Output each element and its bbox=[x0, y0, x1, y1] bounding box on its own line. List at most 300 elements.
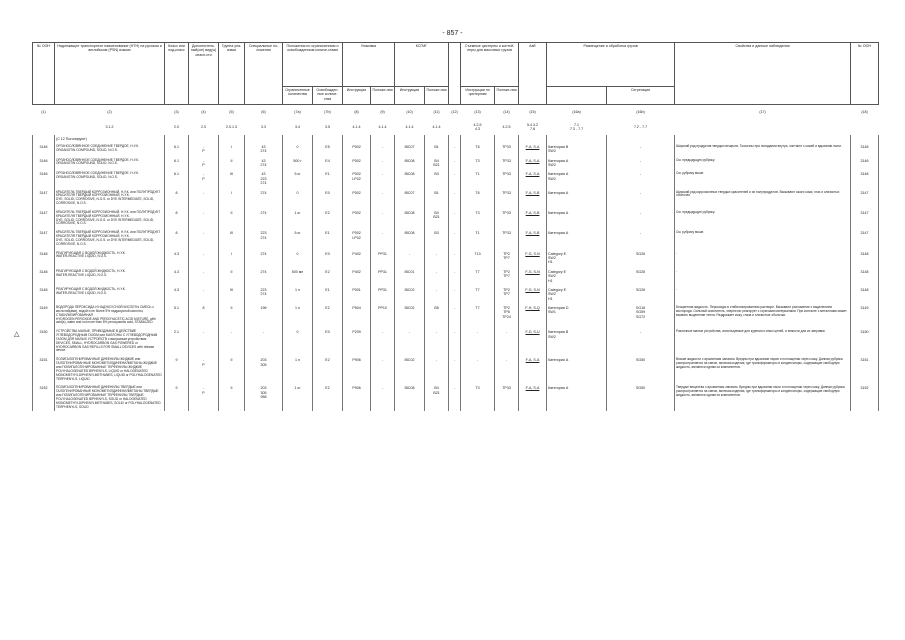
special-provisions: 274 bbox=[245, 208, 283, 228]
un-number: 3146 bbox=[33, 156, 55, 170]
column-code-18 bbox=[675, 120, 851, 135]
segregation: - bbox=[607, 228, 675, 248]
excepted-quantity: E0 bbox=[313, 188, 343, 208]
page-number: - 857 - bbox=[442, 30, 463, 37]
properties: - bbox=[675, 267, 851, 285]
packing-group: II bbox=[219, 208, 245, 228]
col12: - bbox=[449, 142, 461, 156]
special-provisions: 274 bbox=[245, 267, 283, 285]
ems: F-A, S-B bbox=[519, 208, 547, 228]
segregation: - bbox=[607, 327, 675, 355]
special-provisions: 203 305 958 bbox=[245, 383, 283, 411]
tank-provision: TP33 bbox=[495, 169, 519, 187]
header-ibc-instructions: Инструкции bbox=[395, 87, 425, 105]
header-properties: Свойства и данные наблюдения bbox=[675, 43, 851, 105]
un-number: 3147 bbox=[33, 188, 55, 208]
ems: F-A, S-A bbox=[519, 169, 547, 187]
packing-instruction: P209 bbox=[343, 327, 371, 355]
col12: - bbox=[449, 327, 461, 355]
tank-provision: TP33 bbox=[495, 228, 519, 248]
tank-instruction: T7 bbox=[461, 267, 495, 285]
packing-group: III bbox=[219, 228, 245, 248]
segregation: SG26 bbox=[607, 267, 675, 285]
dangerous-goods-table bbox=[32, 42, 879, 411]
properties: Вязкие жидкости с ароматным запахом. Вредны при вдыхании паров и поглощении через кожу. Данная рубрика распространяется на смеси, включая изделия, где трансформаторы и конденсаторы, содержащие свободную жидкость, являются одним из компонентов. bbox=[675, 355, 851, 383]
column-code-3: 2.0 bbox=[201, 124, 206, 129]
properties: Бесцветная жидкость. Пероксиды в стабилизированном растворе. Вызывают разложение с выделением кислорода. Сильный окислитель, энергично реагирует с горючими материалами. При контакте с металлами может вызвать выделение тепла. Раздражает кожу, глаза и слизистые оболочки. bbox=[675, 303, 851, 327]
segregation: SG26 bbox=[607, 249, 675, 267]
table-row bbox=[33, 267, 879, 285]
tank-provision: TP33 bbox=[495, 188, 519, 208]
table-row bbox=[33, 303, 879, 327]
limited-quantity: 5 кг bbox=[283, 169, 313, 187]
un-number-right: 3147 bbox=[851, 188, 879, 208]
un-number: 3148 bbox=[33, 249, 55, 267]
packing-instruction: P002 LP02 bbox=[343, 228, 371, 248]
col12: - bbox=[449, 355, 461, 383]
packing-provision: - bbox=[371, 142, 395, 156]
packing-provision: PP31 bbox=[371, 285, 395, 303]
column-number-14: (14) bbox=[503, 110, 510, 115]
packing-provision: - bbox=[371, 327, 395, 355]
excepted-quantity: E2 bbox=[313, 208, 343, 228]
table-row bbox=[33, 249, 879, 267]
col12: - bbox=[449, 156, 461, 170]
ems: F-G, S-N bbox=[519, 249, 547, 267]
packing-provision: - bbox=[371, 188, 395, 208]
header-segregation: Сегрегация bbox=[607, 87, 675, 105]
shipping-name: ОРГАНООЛОВЯННОЕ СОЕДИНЕНИЕ ТВЕРДОЕ, Н.У.К. ORGANOTIN COMPOUND, SOLID, N.O.S. bbox=[55, 156, 165, 170]
segregation: SG26 bbox=[607, 285, 675, 303]
un-number: 3151 bbox=[33, 355, 55, 383]
subsidiary-hazard: - P bbox=[189, 355, 219, 383]
special-provisions: 203 305 bbox=[245, 355, 283, 383]
column-number-15: (15) bbox=[529, 110, 536, 115]
table-row bbox=[33, 327, 879, 355]
limited-quantity: 0 bbox=[283, 142, 313, 156]
tank-instruction: T6 bbox=[461, 142, 495, 156]
ibc-provision: - bbox=[425, 355, 449, 383]
packing-instruction: P402 bbox=[343, 249, 371, 267]
column-number-8: (8) bbox=[354, 110, 359, 115]
stowage: Category E SW2 H1 bbox=[547, 267, 607, 285]
header-ibc-provisions: Положе-ния bbox=[425, 87, 449, 105]
special-provisions: 196 bbox=[245, 303, 283, 327]
stowage: Категория A bbox=[547, 228, 607, 248]
header-limited-quantities: Ограниченные количества bbox=[283, 87, 313, 105]
column-number-11: (11) bbox=[433, 110, 440, 115]
header-excepted-quantities: Освобожден-ные количе-ства bbox=[313, 87, 343, 105]
un-number: 3148 bbox=[33, 267, 55, 285]
class: 2.1 bbox=[165, 327, 189, 355]
packing-instruction: P504 bbox=[343, 303, 371, 327]
column-code-10: 4.1.4 bbox=[405, 124, 414, 129]
shipping-name: РЕАГИРУЮЩАЯ С ВОДОЙ ЖИДКОСТЬ, Н.У.К. WATER-REACTIVE LIQUID, N.O.S. bbox=[55, 267, 165, 285]
tank-provision: TP33 bbox=[495, 156, 519, 170]
col12: - bbox=[449, 249, 461, 267]
header-ems: АвЕ bbox=[519, 43, 547, 105]
col12: - bbox=[449, 303, 461, 327]
column-code-14: 4.2.5 bbox=[502, 124, 511, 129]
header-packing-group: Группа упа-ковки bbox=[219, 43, 245, 105]
table-row bbox=[33, 208, 879, 228]
limited-quantity: 5 кг bbox=[283, 228, 313, 248]
tank-provision: TP2 TP7 bbox=[495, 267, 519, 285]
properties: - bbox=[675, 285, 851, 303]
properties: См. рубрику выше. bbox=[675, 169, 851, 187]
stowage: Категория A SW2 bbox=[547, 169, 607, 187]
un-number: 3150 bbox=[33, 327, 55, 355]
stowage: Category E SW2 H1 bbox=[547, 285, 607, 303]
un-number-right: 3148 bbox=[851, 249, 879, 267]
excepted-quantity: E2 bbox=[313, 383, 343, 411]
properties: Различные малые устройства, используемые для курения и иных целей, и емкости для их заправки. bbox=[675, 327, 851, 355]
stowage: Категория A bbox=[547, 208, 607, 228]
column-code-13: 4.2.5 4.3 bbox=[473, 122, 482, 131]
header-ibc-group: КСГМГ bbox=[395, 43, 449, 87]
header-stowage-handling bbox=[547, 87, 607, 105]
subsidiary-hazard: - P bbox=[189, 156, 219, 170]
packing-group: II bbox=[219, 355, 245, 383]
header-limited-quantities-group: Положения по ограниченным и освобожденным количе-ствам bbox=[283, 43, 343, 87]
shipping-name: УСТРОЙСТВА МАЛЫЕ, ПРИВОДИМЫЕ В ДЕЙСТВИЕ УГЛЕВОДОРОДНЫМ ГАЗОМ или БАЛЛОНЫ С УГЛЕВОДОРОДНЫМ ГАЗОМ ДЛЯ МАЛЫХ УСТРОЙСТВ с выпускным устройством DEVICES, SMALL, HYDROCARBON GAS POWERED or HYDROCARBON GAS REFILLS FOR SMALL DEVICES with release device bbox=[55, 327, 165, 355]
special-provisions: 43 274 bbox=[245, 156, 283, 170]
limited-quantity: 1 л bbox=[283, 303, 313, 327]
limited-quantity: 500 г bbox=[283, 156, 313, 170]
tank-provision: TP33 bbox=[495, 208, 519, 228]
segregation: SG50 bbox=[607, 355, 675, 383]
ibc-instruction: IBC08 bbox=[395, 228, 425, 248]
packing-instruction: P001 bbox=[343, 285, 371, 303]
stowage: Категория A SW2 bbox=[547, 156, 607, 170]
header-stowage-group: Размещение и обработка грузов bbox=[547, 43, 675, 87]
table-row bbox=[33, 142, 879, 156]
ibc-provision: B4 B21 bbox=[425, 383, 449, 411]
ibc-instruction: IBC02 bbox=[395, 355, 425, 383]
column-code-17: 7.2 - 7.7 bbox=[633, 124, 648, 129]
section-spacer bbox=[33, 135, 55, 142]
packing-group: I bbox=[219, 249, 245, 267]
col12: - bbox=[449, 169, 461, 187]
packing-instruction: P906 bbox=[343, 383, 371, 411]
tank-instruction: - bbox=[461, 327, 495, 355]
tank-provision: TP33 bbox=[495, 383, 519, 411]
column-number-9: (9) bbox=[380, 110, 385, 115]
column-code-8: 4.1.4 bbox=[352, 124, 361, 129]
column-code-1: 3.1.2 bbox=[105, 124, 114, 129]
tank-instruction: T7 bbox=[461, 303, 495, 327]
segregation: - bbox=[607, 208, 675, 228]
un-number-right: 3146 bbox=[851, 156, 879, 170]
shipping-name: ОРГАНООЛОВЯННОЕ СОЕДИНЕНИЕ ТВЕРДОЕ, Н.У.К. ORGANOTIN COMPOUND, SOLID, N.O.S. bbox=[55, 142, 165, 156]
header-un-number: № ООН bbox=[33, 43, 55, 105]
tank-instruction: T1 bbox=[461, 228, 495, 248]
tank-instruction: - bbox=[461, 355, 495, 383]
properties: См. рубрику выше. bbox=[675, 228, 851, 248]
col12: - bbox=[449, 228, 461, 248]
tank-instruction: T3 bbox=[461, 383, 495, 411]
segregation: - bbox=[607, 188, 675, 208]
subsidiary-hazard: - P bbox=[189, 169, 219, 187]
shipping-name: ОРГАНООЛОВЯННОЕ СОЕДИНЕНИЕ ТВЕРДОЕ, Н.У.К. ORGANOTIN COMPOUND, SOLID, N.O.S. bbox=[55, 169, 165, 187]
packing-provision: - bbox=[371, 383, 395, 411]
stowage: Категория A bbox=[547, 188, 607, 208]
subsidiary-hazard: - P bbox=[189, 383, 219, 411]
packing-group: I bbox=[219, 188, 245, 208]
stowage: Category E SW2 H1 bbox=[547, 249, 607, 267]
shipping-name: ПОЛИГАЛОГЕНИРОВАННЫЕ ДИФЕНИЛЫ ТВЕРДЫЕ или ГАЛОГЕНИРОВАННЫЕ МОНОМЕТИЛДИФЕНИЛМЕТАНЫ ТВЕРДЫЕ или ПОЛИГАЛОГЕНИРОВАННЫЕ ТЕРФЕНИЛЫ ТВЕРДЫЕ POLYHALOGENATED BIPHENYLS, SOLID or HALOGENATED MONOMETHYLDIPHENYLMETHANES, SOLID or POLYHALOGENATED TERPHENYLS, SOLID bbox=[55, 383, 165, 411]
ems: F-A, S-A bbox=[519, 156, 547, 170]
tank-instruction: T3 bbox=[461, 208, 495, 228]
column-code-7: 3.5 bbox=[325, 124, 330, 129]
column-number-17: (16b) bbox=[636, 110, 645, 115]
properties: - bbox=[675, 249, 851, 267]
limited-quantity: 500 мл bbox=[283, 267, 313, 285]
packing-provision: - bbox=[371, 156, 395, 170]
column-number-row bbox=[33, 105, 879, 120]
un-number-right: 3152 bbox=[851, 383, 879, 411]
ems: F-H, S-Q bbox=[519, 303, 547, 327]
segregation: SG16 SG59 SG72 bbox=[607, 303, 675, 327]
excepted-quantity: E1 bbox=[313, 285, 343, 303]
column-code-19 bbox=[851, 120, 879, 135]
class: 5.1 bbox=[165, 303, 189, 327]
class: 8 bbox=[165, 188, 189, 208]
packing-instruction: P002 bbox=[343, 188, 371, 208]
packing-group: II bbox=[219, 267, 245, 285]
subsidiary-hazard: 8 bbox=[189, 303, 219, 327]
subsidiary-hazard: - bbox=[189, 327, 219, 355]
ibc-instruction: IBC08 bbox=[395, 383, 425, 411]
tank-instruction: T7 bbox=[461, 285, 495, 303]
ibc-provision: B1 bbox=[425, 142, 449, 156]
excepted-quantity: E4 bbox=[313, 156, 343, 170]
header-empty-col bbox=[449, 43, 461, 105]
packing-instruction: P402 bbox=[343, 267, 371, 285]
packing-group: II bbox=[219, 383, 245, 411]
ibc-instruction: IBC07 bbox=[395, 142, 425, 156]
ems: F-A, S-B bbox=[519, 188, 547, 208]
header-packing-instructions: Инструкции bbox=[343, 87, 371, 105]
column-code-0 bbox=[33, 120, 55, 135]
tank-instruction: T3 bbox=[461, 156, 495, 170]
ibc-provision: - bbox=[425, 327, 449, 355]
limited-quantity: 0 bbox=[283, 249, 313, 267]
tank-instruction: T6 bbox=[461, 188, 495, 208]
packing-instruction: P906 bbox=[343, 355, 371, 383]
limited-quantity: 0 bbox=[283, 188, 313, 208]
excepted-quantity: E5 bbox=[313, 142, 343, 156]
ems: F-D, S-U bbox=[519, 327, 547, 355]
segregation: - bbox=[607, 142, 675, 156]
packing-group: I bbox=[219, 142, 245, 156]
subsidiary-hazard: - bbox=[189, 285, 219, 303]
shipping-name: КРАСИТЕЛЬ ТВЕРДЫЙ КОРРОЗИОННЫЙ, Н.У.К. или ПОЛУПРОДУКТ КРАСИТЕЛЯ ТВЕРДЫЙ КОРРОЗИОННЫЙ, Н.У.К. DYE, SOLID, CORROSIVE, N.O.S. or DYE INTERMEDIATE, SOLID, CORROSIVE, N.O.S. bbox=[55, 228, 165, 248]
ems: F-G, S-N bbox=[519, 285, 547, 303]
column-number-1: (2) bbox=[107, 110, 112, 115]
shipping-name: ВОДОРОДА ПЕРОКСИДА И НАДУКСУСНОЙ КИСЛОТЫ СМЕСЬ с кислотой(ами), водой и не более 5% надуксусной кислоты, СТАБИЛИЗИРОВАННАЯ HYDROGEN PEROXIDE AND PEROXYACETIC ACID MIXTURE, with acid(s), water and not more than 5% peroxyacetic acid, STABILIZED bbox=[55, 303, 165, 327]
special-provisions: - bbox=[245, 327, 283, 355]
packing-provision: - bbox=[371, 169, 395, 187]
special-provisions: 274 bbox=[245, 188, 283, 208]
stowage: Категория В SW2 bbox=[547, 142, 607, 156]
limited-quantity: 0 bbox=[283, 327, 313, 355]
tank-instruction: T13 bbox=[461, 249, 495, 267]
column-number-13: (13) bbox=[474, 110, 481, 115]
properties: См. предыдущую рубрику. bbox=[675, 156, 851, 170]
shipping-name: ПОЛИГАЛОГЕНИРОВАННЫЕ ДИФЕНИЛЫ ЖИДКИЕ или ГАЛОГЕНИРОВАННЫЕ МОНОМЕТИЛДИФЕНИЛМЕТАНЫ ЖИДКИЕ или ПОЛИГАЛОГЕНИРОВАННЫЕ ТЕРФЕНИЛЫ ЖИДКИЕ POLYHALOGENATED BIPHENYLS, LIQUID or HALOGENATED MONOMETHYLDIPHENYLMETHANES, LIQUID or POLYHALOGENATED TERPHENYLS, LIQUID bbox=[55, 355, 165, 383]
tank-provision: - bbox=[495, 355, 519, 383]
ibc-instruction: IBC07 bbox=[395, 188, 425, 208]
header-un-number-right: № ООН bbox=[851, 43, 879, 105]
subsidiary-hazard: - bbox=[189, 208, 219, 228]
un-number-right: 3150 bbox=[851, 327, 879, 355]
un-number-right: 3151 bbox=[851, 355, 879, 383]
header-subsidiary-hazard: Дополнитель-ный(ые) вид(ы) опасн-сти bbox=[189, 43, 219, 105]
limited-quantity: 1 кг bbox=[283, 208, 313, 228]
un-number: 3146 bbox=[33, 142, 55, 156]
column-number-0: (1) bbox=[41, 110, 46, 115]
column-code-15: 5.4.3.2 7.8 bbox=[527, 122, 539, 131]
un-number: 3148 bbox=[33, 285, 55, 303]
table-row bbox=[33, 383, 879, 411]
class: 4.3 bbox=[165, 267, 189, 285]
packing-instruction: P002 LP02 bbox=[343, 169, 371, 187]
class: 8 bbox=[165, 208, 189, 228]
column-code-5: 3.3 bbox=[261, 124, 266, 129]
column-number-2: (3) bbox=[174, 110, 179, 115]
packing-provision: - bbox=[371, 355, 395, 383]
segregation: SG50 bbox=[607, 383, 675, 411]
tank-provision: TP2 TP6 TP24 bbox=[495, 303, 519, 327]
ibc-instruction: IBC08 bbox=[395, 156, 425, 170]
col12: - bbox=[449, 383, 461, 411]
special-provisions: 43 223 274 bbox=[245, 169, 283, 187]
special-provisions: 223 274 bbox=[245, 228, 283, 248]
packing-provision: PP31 bbox=[371, 249, 395, 267]
header-special-provisions: Специальные по-ложения bbox=[245, 43, 283, 105]
un-number: 3149 bbox=[33, 303, 55, 327]
stowage: Категория D SW1 bbox=[547, 303, 607, 327]
ibc-provision: B3 bbox=[425, 228, 449, 248]
table-row bbox=[33, 355, 879, 383]
tank-instruction: T1 bbox=[461, 169, 495, 187]
change-marker-left: △ bbox=[14, 331, 20, 338]
column-code-12 bbox=[449, 120, 461, 135]
un-number-right: 3147 bbox=[851, 228, 879, 248]
un-number-right: 3146 bbox=[851, 169, 879, 187]
un-number: 3146 bbox=[33, 169, 55, 187]
table-row bbox=[33, 156, 879, 170]
subsidiary-hazard: - bbox=[189, 228, 219, 248]
column-code-2: 2.0 bbox=[174, 124, 179, 129]
column-code-row bbox=[33, 120, 879, 135]
column-code-9: 4.1.4 bbox=[378, 124, 387, 129]
special-provisions: 43 274 bbox=[245, 142, 283, 156]
class: 9 bbox=[165, 355, 189, 383]
table-row bbox=[33, 228, 879, 248]
ems: F-A, S-B bbox=[519, 228, 547, 248]
ems: F-G, S-N bbox=[519, 267, 547, 285]
ibc-provision: B5 bbox=[425, 303, 449, 327]
table-body bbox=[33, 135, 879, 412]
header-tank-provisions: Положе-ния bbox=[495, 87, 519, 105]
excepted-quantity: E0 bbox=[313, 249, 343, 267]
limited-quantity: 1 л bbox=[283, 355, 313, 383]
column-number-19: (18) bbox=[861, 110, 868, 115]
un-number-right: 3149 bbox=[851, 303, 879, 327]
segregation: - bbox=[607, 169, 675, 187]
ems: F-A, S-A bbox=[519, 355, 547, 383]
shipping-name: РЕАГИРУЮЩАЯ С ВОДОЙ ЖИДКОСТЬ, Н.У.К. WATER-REACTIVE LIQUID, N.O.S. bbox=[55, 249, 165, 267]
tank-provision: TP2 TP7 bbox=[495, 249, 519, 267]
un-number-right: 3148 bbox=[851, 285, 879, 303]
packing-instruction: P002 bbox=[343, 208, 371, 228]
excepted-quantity: E2 bbox=[313, 267, 343, 285]
un-number-right: 3147 bbox=[851, 208, 879, 228]
class: 8 bbox=[165, 228, 189, 248]
class: 6.1 bbox=[165, 156, 189, 170]
special-provisions: 274 bbox=[245, 249, 283, 267]
packing-group: - bbox=[219, 327, 245, 355]
shipping-name: КРАСИТЕЛЬ ТВЕРДЫЙ КОРРОЗИОННЫЙ, Н.У.К. или ПОЛУПРОДУКТ КРАСИТЕЛЯ ТВЕРДЫЙ КОРРОЗИОННЫЙ, Н.У.К. DYE, SOLID, CORROSIVE, N.O.S. or DYE INTERMEDIATE, SOLID, CORROSIVE, N.O.S. bbox=[55, 188, 165, 208]
ibc-instruction: - bbox=[395, 249, 425, 267]
excepted-quantity: E1 bbox=[313, 169, 343, 187]
limited-quantity: 1 л bbox=[283, 285, 313, 303]
column-code-4: 2.0.1.3 bbox=[226, 124, 237, 129]
packing-provision: PP31 bbox=[371, 267, 395, 285]
stowage: Категория A bbox=[547, 383, 607, 411]
header-packing-provisions: Положе-ния bbox=[371, 87, 395, 105]
un-number-right: 3146 bbox=[851, 142, 879, 156]
table-row bbox=[33, 188, 879, 208]
un-number-right: 3148 bbox=[851, 267, 879, 285]
column-number-16: (16a) bbox=[572, 110, 581, 115]
properties: Твердые вещества с ароматным запахом. Вредны при вдыхании пыли и поглощении через кожу. Данная рубрика распространяется на смеси, включая изделия, где трансформаторы и конденсаторы, содержащие свободную жидкость, являются одним из компонентов. bbox=[675, 383, 851, 411]
ibc-instruction: IBC08 bbox=[395, 208, 425, 228]
un-number: 3152 bbox=[33, 383, 55, 411]
ibc-instruction: IBC02 bbox=[395, 303, 425, 327]
column-code-16: 7.1 7.3 - 7.7 bbox=[569, 122, 584, 131]
ibc-provision: - bbox=[425, 267, 449, 285]
col12: - bbox=[449, 267, 461, 285]
column-number-3: (4) bbox=[201, 110, 206, 115]
header-shipping-name: Надлежащее транспортное наименование (НТН) на русском и английском (PSN) языках bbox=[55, 43, 165, 105]
ibc-instruction: IBC08 bbox=[395, 169, 425, 187]
col12: - bbox=[449, 285, 461, 303]
ibc-provision: B4 B21 bbox=[425, 156, 449, 170]
ibc-provision: B1 bbox=[425, 188, 449, 208]
table-row bbox=[33, 285, 879, 303]
tank-provision: TP2 TP7 bbox=[495, 285, 519, 303]
excepted-quantity: E1 bbox=[313, 228, 343, 248]
packing-provision: - bbox=[371, 208, 395, 228]
section-title: (С 12 Погонируют) bbox=[55, 135, 165, 142]
segregation: - bbox=[607, 156, 675, 170]
column-code-6: 3.4 bbox=[295, 124, 300, 129]
properties: См. предыдущую рубрику. bbox=[675, 208, 851, 228]
col12: - bbox=[449, 188, 461, 208]
stowage: Категория В SW2 bbox=[547, 327, 607, 355]
ibc-provision: - bbox=[425, 249, 449, 267]
subsidiary-hazard: - P bbox=[189, 142, 219, 156]
class: 4.3 bbox=[165, 249, 189, 267]
special-provisions: 223 274 bbox=[245, 285, 283, 303]
column-number-18: (17) bbox=[759, 110, 766, 115]
excepted-quantity: E2 bbox=[313, 303, 343, 327]
subsidiary-hazard: - bbox=[189, 249, 219, 267]
column-number-6: (7a) bbox=[294, 110, 301, 115]
